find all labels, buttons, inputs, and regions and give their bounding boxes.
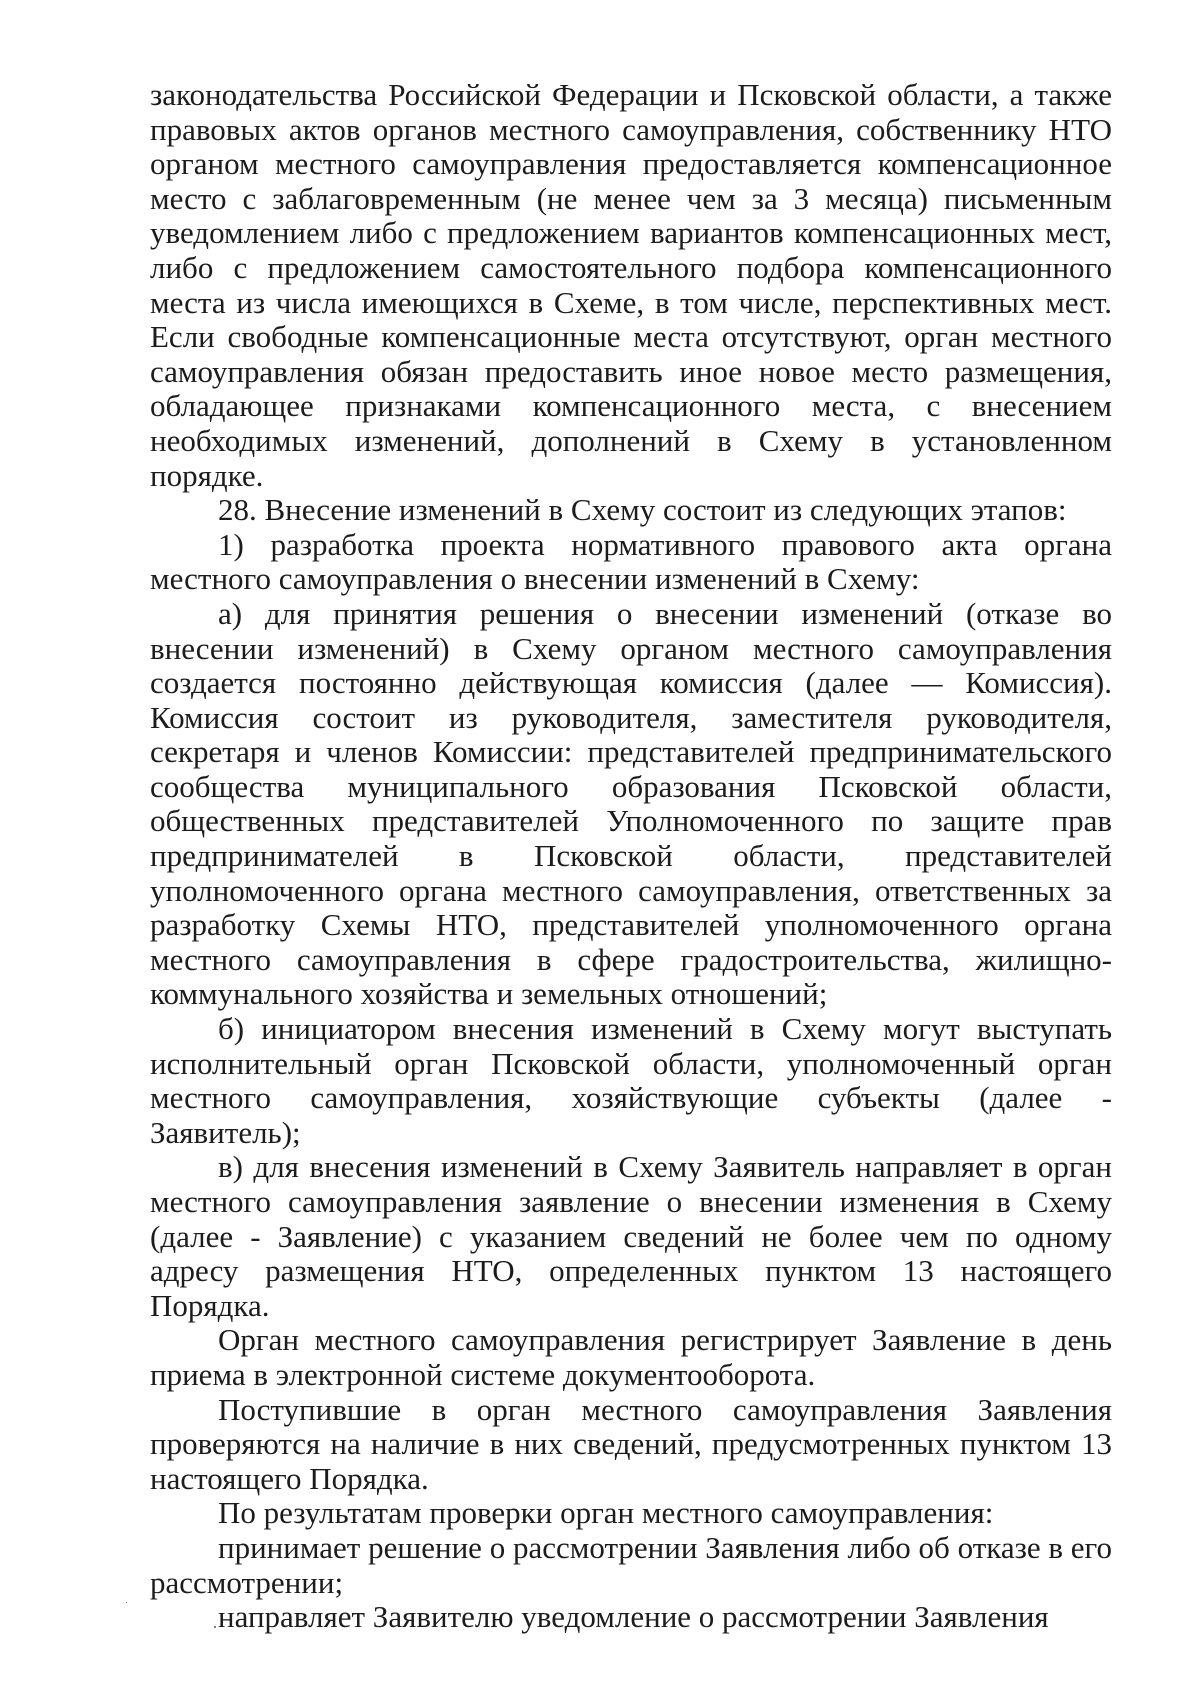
scan-speck <box>214 1626 216 1628</box>
paragraph-verification: Поступившие в орган местного самоуправления Заявления проверяются на наличие в них сведений, предусмотренных пунктом 13 настоящего Порядка. <box>150 1391 1112 1496</box>
paragraph-stage-1: 1) разработка проекта нормативного правового акта органа местного самоуправления о внесении изменений в Схему: <box>150 526 1112 597</box>
paragraph-item-b: б) инициатором внесения изменений в Схему могут выступать исполнительный орган Псковской области, уполномоченный орган местного самоуправления, хозяйствующие субъекты (далее - Заявитель); <box>150 1011 1112 1150</box>
scan-speck <box>126 1602 127 1603</box>
document-body <box>150 78 1112 1635</box>
paragraph-decision: принимает решение о рассмотрении Заявления либо об отказе в его рассмотрении; <box>150 1529 1112 1600</box>
paragraph-item-v: в) для внесения изменений в Схему Заявитель направляет в орган местного самоуправления заявление о внесении изменения в Схему (далее - Заявление) с указанием сведений не более чем по одному адресу размещения НТО, определенных пунктом 13 настоящего Порядка. <box>150 1149 1112 1323</box>
paragraph-results: По результатам проверки орган местного самоуправления: <box>218 1495 994 1531</box>
paragraph-notification: направляет Заявителю уведомление о рассмотрении Заявления <box>218 1599 1049 1635</box>
paragraph-item-a: а) для принятия решения о внесении изменений (отказе во внесении изменений) в Схему органом местного самоуправления создается постоянно действующая комиссия (далее — Комиссия). Комиссия состоит из руководителя, заместителя руководителя, секретаря и членов Комиссии: представителей предпринимательского сообщества муниципального образования Псковской области, общественных представителей Уполномоченного по защите прав предпринимателей в Псковской области, представителей уполномоченного органа местного самоуправления, ответственных за разработку Схемы НТО, представителей уполномоченного органа местного самоуправления в сфере градостроительства, жилищно-коммунального хозяйства и земельных отношений; <box>150 595 1112 1012</box>
paragraph-registration: Орган местного самоуправления регистрирует Заявление в день приема в электронной системе документооборота. <box>150 1322 1112 1392</box>
paragraph-28-heading: 28. Внесение изменений в Схему состоит из следующих этапов: <box>218 492 1067 528</box>
paragraph-compensation-place: законодательства Российской Федерации и Псковской области, а также правовых актов органов местного самоуправления, собственнику НТО органом местного самоуправления предоставляется компенсационное место с заблаговременным (не менее чем за 3 месяца) письменным уведомлением либо с предложением вариантов компенсационных мест, либо с предложением самостоятельного подбора компенсационного места из числа имеющихся в Схеме, в том числе, перспективных мест. Если свободные компенсационные места отсутствуют, орган местного самоуправления обязан предоставить иное новое место размещения, обладающее признаками компенсационного места, с внесением необходимых изменений, дополнений в Схему в установленном порядке. <box>150 77 1112 493</box>
